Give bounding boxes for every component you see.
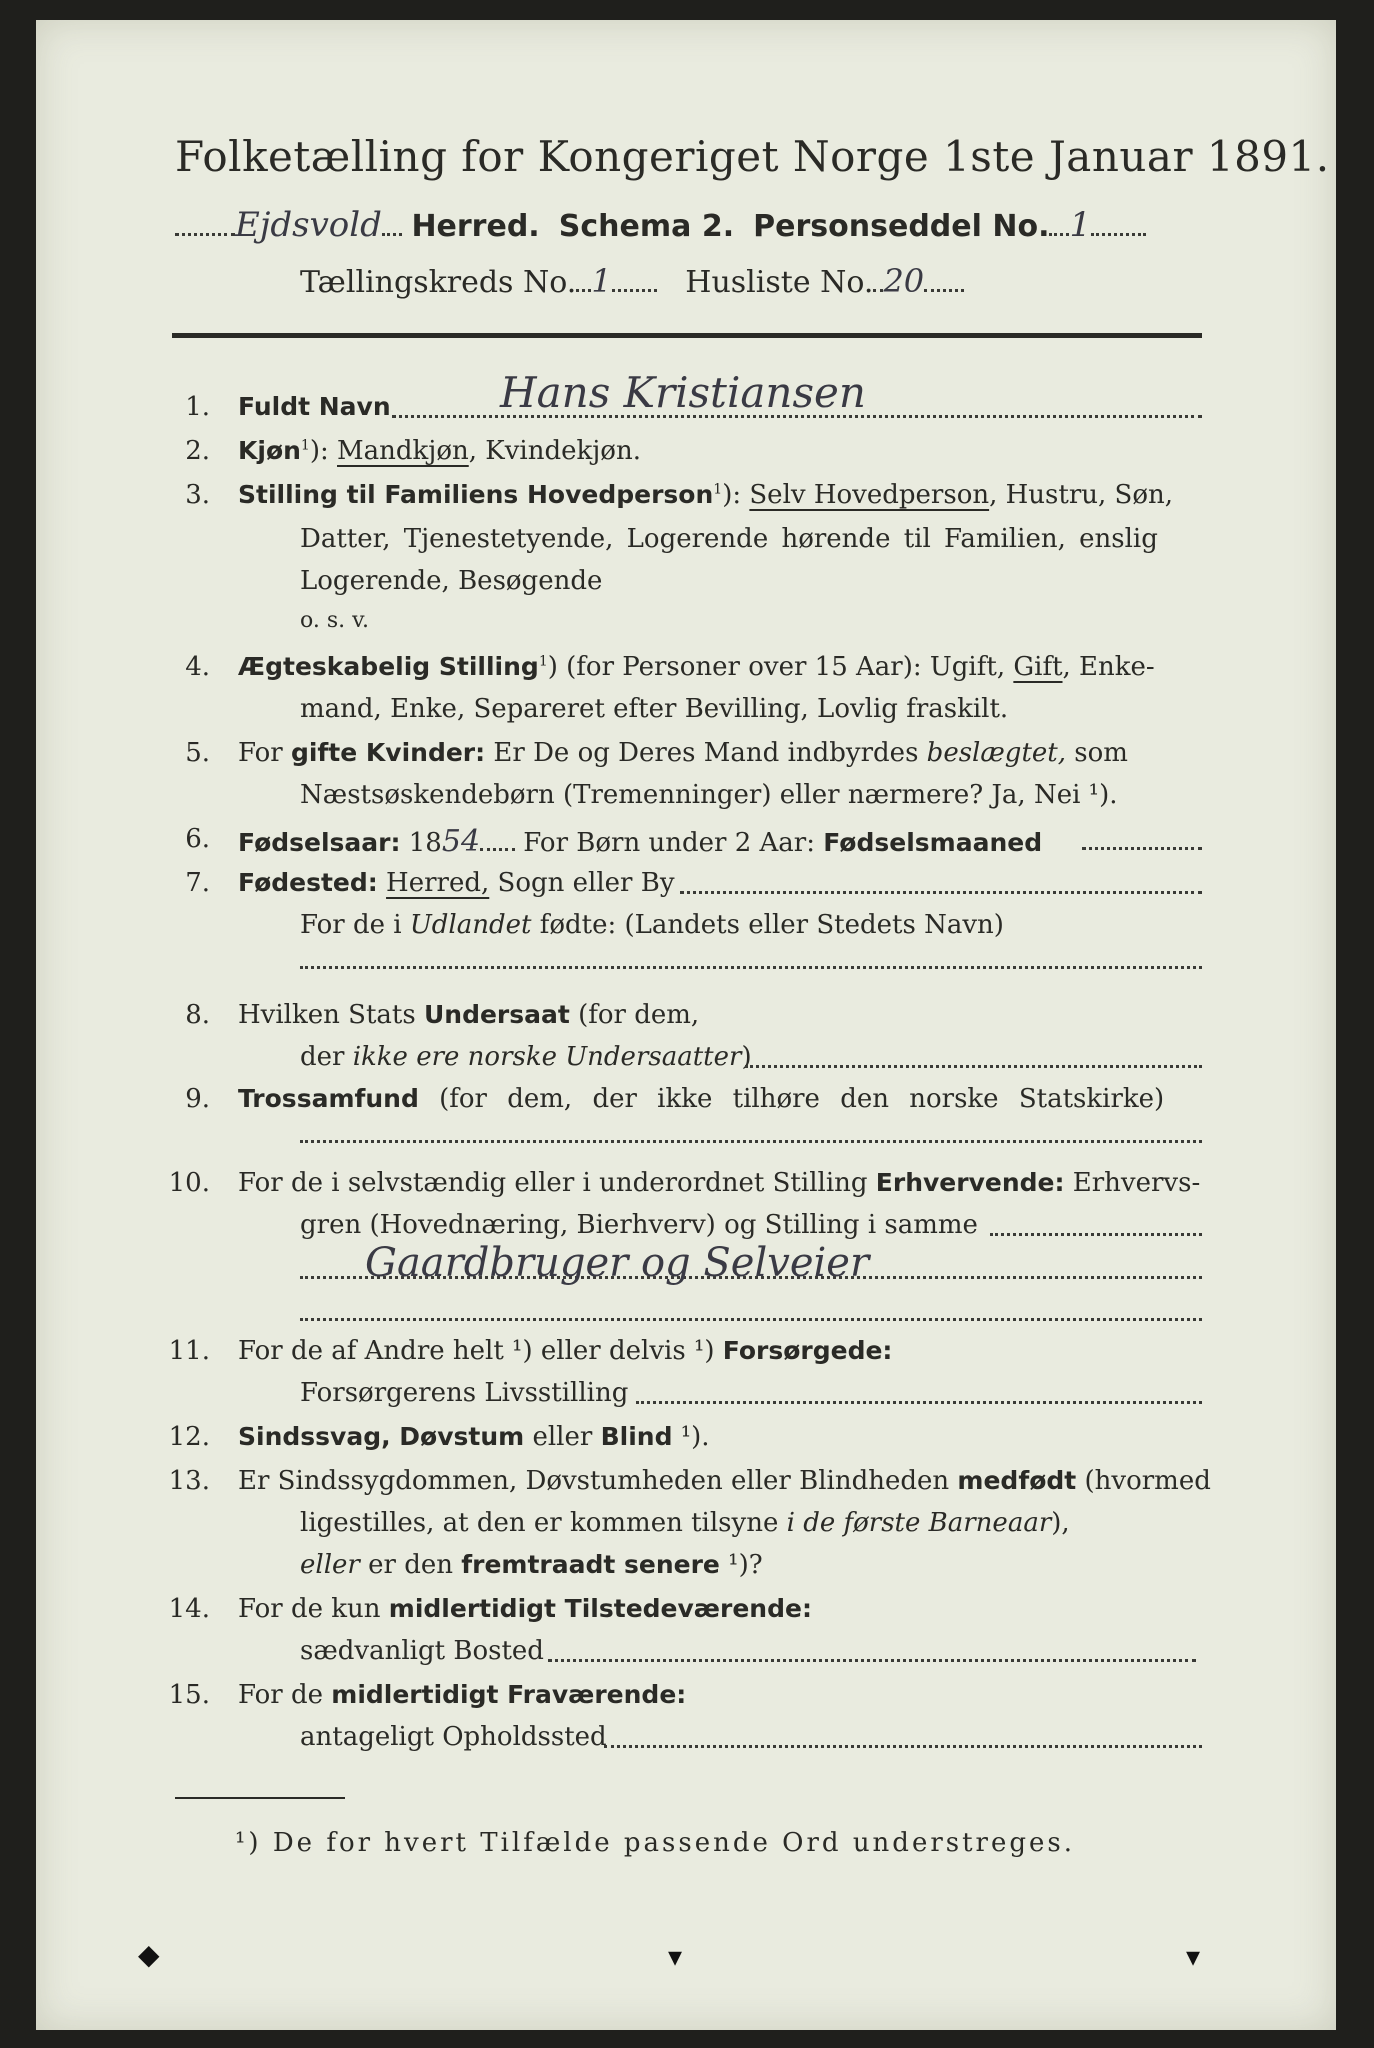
item-number-1: 1.	[185, 392, 210, 422]
footnote: ¹) De for hvert Tilfælde passende Ord understreges.	[235, 1828, 1076, 1858]
form-title: Folketælling for Kongeriget Norge 1ste Januar 1891.	[175, 132, 1330, 181]
header-line-herred	[175, 205, 1146, 245]
q13-line3-label: fremtraadt senere	[461, 1550, 720, 1579]
q7-text-b: Sogn eller By	[489, 868, 675, 898]
q8-text-b: (for dem,	[569, 1000, 700, 1030]
q4-selected-option: Gift	[1013, 652, 1063, 682]
q15-text-a: For de	[238, 1680, 332, 1710]
q8-line2-b: )	[741, 1042, 752, 1072]
item-11	[238, 1336, 892, 1366]
personseddel-label: Personseddel No.	[753, 209, 1050, 244]
q14-label: midlertidigt Tilstedeværende:	[388, 1594, 812, 1623]
q13-line3-a: er den	[359, 1550, 462, 1580]
q3-line-4: o. s. v.	[300, 608, 369, 633]
q7-line2-italic: Udlandet	[409, 910, 532, 940]
q11-answer-line	[636, 1401, 1202, 1404]
q9-answer-line	[300, 1140, 1202, 1143]
item-4	[238, 652, 1155, 682]
item-number-9: 9.	[185, 1084, 210, 1114]
header-line-kreds	[300, 262, 964, 300]
q11-text-a: For de af Andre helt ¹) eller delvis ¹)	[238, 1336, 723, 1366]
q3-label: Stilling til Familiens Hovedperson	[238, 480, 714, 509]
q9-text: (for dem, der ikke tilhøre den norske Statskirke)	[418, 1084, 1165, 1114]
q13-line3-b: ¹)?	[719, 1550, 763, 1580]
q13-line3-italic: eller	[300, 1550, 360, 1580]
q4-text-b: , Enke-	[1062, 652, 1155, 682]
q5-text-c: som	[1066, 738, 1128, 768]
item-7	[238, 868, 675, 898]
q12-text-b: ¹).	[672, 1422, 710, 1452]
q7-line2-a: For de i	[300, 910, 410, 940]
binding-mark-icon: ▾	[668, 1940, 683, 1973]
q3-text-b: , Hustru, Søn,	[989, 480, 1174, 510]
item-5	[238, 738, 1128, 768]
item-3	[238, 480, 1173, 510]
q10-answer-line-1	[990, 1233, 1202, 1236]
q6-text-b: For Børn under 2 Aar:	[515, 828, 824, 858]
q7-selected-option: Herred,	[386, 868, 490, 898]
q12-label2: Blind	[600, 1422, 673, 1451]
item-10	[238, 1168, 1200, 1198]
q2-selected-option: Mandkjøn	[337, 436, 469, 466]
q6-label: Fødselsaar:	[238, 828, 401, 857]
item-12	[238, 1422, 710, 1452]
q2-sup: 1	[300, 437, 310, 454]
item-number-7: 7.	[185, 868, 210, 898]
q13-text-a: Er Sindssygdommen, Døvstumheden eller Blindheden	[238, 1466, 958, 1496]
q8-line-2	[300, 1042, 752, 1072]
item-number-3: 3.	[185, 480, 210, 510]
q3-line-3: Logerende, Besøgende	[300, 566, 603, 596]
item-number-2: 2.	[185, 436, 210, 466]
q8-text-a: Hvilken Stats	[238, 1000, 424, 1030]
q1-label: Fuldt Navn	[238, 392, 391, 421]
binding-mark-icon: ▾	[1186, 1940, 1201, 1973]
q11-label: Forsørgede:	[722, 1336, 893, 1365]
q11-line-2: Forsørgerens Livsstilling	[300, 1378, 629, 1408]
item-number-8: 8.	[185, 1000, 210, 1030]
q12-label: Sindssvag, Døvstum	[238, 1422, 525, 1451]
q4-sup: 1	[538, 653, 548, 670]
item-number-12: 12.	[168, 1422, 210, 1452]
item-number-4: 4.	[185, 652, 210, 682]
q9-label: Trossamfund	[238, 1084, 419, 1113]
item-number-5: 5.	[185, 738, 210, 768]
q6-label2: Fødselsmaaned	[823, 828, 1043, 857]
item-1	[238, 392, 391, 422]
item-2	[238, 436, 641, 466]
q7-line2-b: fødte: (Landets eller Stedets Navn)	[531, 910, 1004, 940]
q4-text-a: ) (for Personer over 15 Aar): Ugift,	[547, 652, 1014, 682]
item-number-15: 15.	[168, 1680, 210, 1710]
q2-text-a: ):	[309, 436, 338, 466]
q7-label: Fødested:	[238, 868, 378, 897]
q10-text-b: Erhvervs-	[1064, 1168, 1201, 1198]
husliste-value: 20	[883, 262, 925, 300]
q5-text-a: For	[238, 738, 291, 768]
q4-line-2: mand, Enke, Separeret efter Bevilling, Lovlig fraskilt.	[300, 694, 1009, 724]
item-number-11: 11.	[168, 1336, 210, 1366]
q12-text-a: eller	[524, 1422, 601, 1452]
binding-mark-icon: ◆	[138, 1938, 160, 1971]
q15-label: midlertidigt Fraværende:	[331, 1680, 687, 1709]
q5-text-b: Er De og Deres Mand indbyrdes	[485, 738, 927, 768]
q7-line-2	[300, 910, 1004, 940]
q15-answer-line	[604, 1745, 1202, 1748]
kreds-label: Tællingskreds No.	[300, 265, 577, 300]
q7-answer-line-2	[300, 966, 1202, 969]
q6-prefix: 18	[400, 828, 442, 858]
q6-month-line	[1082, 847, 1202, 850]
q14-line-2: sædvanligt Bosted	[300, 1636, 544, 1666]
q5-label: gifte Kvinder:	[290, 738, 486, 767]
q3-text-a: ):	[722, 480, 750, 510]
q5-italic: beslægtet,	[926, 738, 1066, 768]
q15-line-2: antageligt Opholdssted	[300, 1722, 607, 1752]
item-13	[238, 1466, 1211, 1496]
q14-answer-line	[548, 1659, 1196, 1662]
q10-label: Erhvervende:	[875, 1168, 1065, 1197]
husliste-label: Husliste No.	[685, 265, 874, 300]
q5-line-2: Næstsøskendebørn (Tremenninger) eller nærmere? Ja, Nei ¹).	[300, 780, 1118, 810]
q1-value-handwritten: Hans Kristiansen	[500, 368, 866, 417]
footnote-divider	[175, 1797, 345, 1799]
item-number-14: 14.	[168, 1594, 210, 1624]
q13-text-b: (hvormed	[1076, 1466, 1211, 1496]
q10-line-2: gren (Hovednæring, Bierhverv) og Stilling i samme	[300, 1210, 978, 1240]
q8-line2-a: der	[300, 1042, 353, 1072]
q13-line-3	[300, 1550, 763, 1580]
schema-label: Schema 2.	[558, 209, 735, 244]
q10-value-handwritten: Gaardbruger og Selveier	[365, 1240, 870, 1286]
q8-line2-italic: ikke ere norske Undersaatter	[352, 1042, 742, 1072]
q3-sup: 1	[713, 481, 723, 498]
q3-selected-option: Selv Hovedperson	[749, 480, 990, 510]
item-6	[238, 824, 1042, 859]
q13-line2-a: ligestilles, at den er kommen tilsyne	[300, 1508, 787, 1538]
herred-label: Herred.	[411, 209, 540, 244]
q13-line-2	[300, 1508, 1070, 1538]
item-number-13: 13.	[168, 1466, 210, 1496]
q4-label: Ægteskabelig Stilling	[238, 652, 539, 681]
q2-text-b: , Kvindekjøn.	[468, 436, 641, 466]
q7-answer-line	[680, 891, 1202, 894]
q6-value-handwritten: 54	[441, 824, 481, 859]
item-9	[238, 1084, 1164, 1114]
item-number-10: 10.	[168, 1168, 210, 1198]
herred-value: Ejdsvold	[235, 205, 382, 245]
q3-line-2: Datter, Tjenestetyende, Logerende hørende til Familien, enslig	[300, 524, 1158, 554]
q13-line2-b: ),	[1051, 1508, 1070, 1538]
q2-label: Kjøn	[238, 436, 301, 465]
q14-text-a: For de kun	[238, 1594, 389, 1624]
item-number-6: 6.	[185, 824, 210, 854]
item-15	[238, 1680, 686, 1710]
q13-label: medfødt	[957, 1466, 1077, 1495]
q10-answer-line-3	[300, 1318, 1202, 1321]
kreds-value: 1	[591, 262, 612, 300]
personseddel-value: 1	[1069, 205, 1092, 245]
q8-answer-line	[745, 1065, 1202, 1068]
item-14	[238, 1594, 812, 1624]
header-divider	[172, 333, 1202, 338]
q10-text-a: For de i selvstændig eller i underordnet Stilling	[238, 1168, 876, 1198]
q13-line2-italic: i de første Barneaar	[786, 1508, 1052, 1538]
item-8	[238, 1000, 699, 1030]
q8-label: Undersaat	[423, 1000, 570, 1029]
